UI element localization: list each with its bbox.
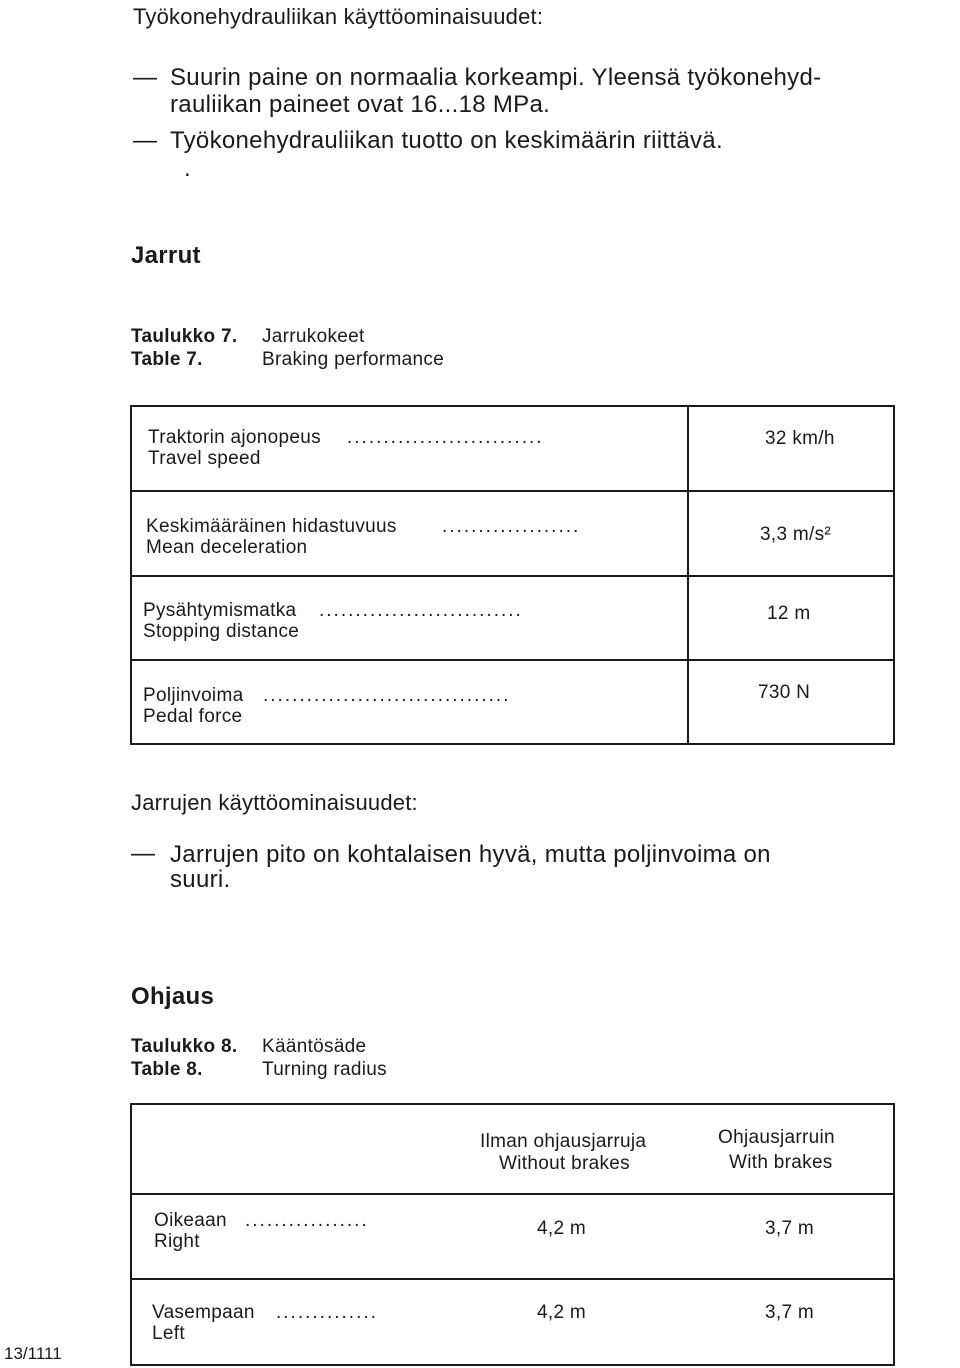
table-row-label-fi: Vasempaan [152,1302,255,1323]
caption-fi-label: Taulukko 7. [131,326,238,347]
section-title-brakes: Jarrut [131,242,201,269]
section-title-steering: Ohjaus [131,983,215,1010]
table-row-label-en: Mean deceleration [146,537,308,558]
bullet-text: rauliikan paineet ovat 16...18 MPa. [170,91,551,118]
leader-dots: ............................ [319,600,523,621]
bullet-text: suuri. [170,866,231,893]
table-border [893,1103,895,1366]
table-cell-value: 4,2 m [537,1218,587,1239]
table-row-label-fi: Pysähtymismatka [143,600,297,621]
bullet-text: Työkonehydrauliikan tuotto on keskimäärin riittävä. [170,127,723,154]
leader-dots: ................... [442,516,581,537]
caption-fi-text: Kääntösäde [262,1036,367,1057]
table-border [130,743,895,745]
table-row-label-en: Stopping distance [143,621,300,642]
leader-dots: .................................. [263,685,511,706]
caption-fi-text: Jarrukokeet [262,326,365,347]
table-row-value: 730 N [758,682,811,703]
bullet-text: Jarrujen pito on kohtalaisen hyvä, mutta poljinvoima on [170,841,771,868]
table-row-label-fi: Oikeaan [154,1210,227,1231]
table-cell-value: 3,7 m [765,1302,815,1323]
table-row-value: 32 km/h [765,428,835,449]
bullet-dash: — [131,840,156,867]
table-cell-value: 4,2 m [537,1302,587,1323]
column-header-fi: Ohjausjarruin [718,1127,835,1148]
table-divider [130,659,895,661]
table-border [130,405,895,407]
table-border [130,1364,895,1366]
caption-en-label: Table 7. [131,349,203,370]
column-header-en: Without brakes [499,1153,630,1174]
bullet-dash: — [133,127,158,154]
column-header-en: With brakes [729,1152,833,1173]
table-row-label-en: Left [152,1323,185,1344]
leader-dots: .............. [276,1302,378,1323]
table-border [893,405,895,745]
bullet-text: Suurin paine on normaalia korkeampi. Yleensä työkonehyd- [170,64,822,91]
stray-dot: . [184,155,191,182]
table-divider [130,575,895,577]
leader-dots: ................. [245,1210,369,1231]
caption-en-text: Turning radius [262,1059,387,1080]
page-number: 13/1111 [4,1344,62,1363]
table-row-value: 12 m [767,603,811,624]
table-border [130,1103,895,1105]
table-row-label-fi: Keskimääräinen hidastuvuus [146,516,397,537]
caption-en-label: Table 8. [131,1059,203,1080]
table-divider [687,405,689,745]
table-row-label-en: Pedal force [143,706,243,727]
table-row-label-fi: Poljinvoima [143,685,244,706]
table-divider [130,1193,895,1195]
table-row-label-en: Right [154,1231,200,1252]
table-border [130,405,132,745]
table-cell-value: 3,7 m [765,1218,815,1239]
column-header-fi: Ilman ohjausjarruja [480,1131,647,1152]
table-row-label-en: Travel speed [148,448,261,469]
intro-heading: Työkonehydrauliikan käyttöominaisuudet: [133,4,544,29]
table-divider [130,1278,895,1280]
caption-en-text: Braking performance [262,349,445,370]
leader-dots: ........................... [347,427,544,448]
table-divider [130,490,895,492]
bullet-dash: — [133,64,158,91]
brakes-properties-heading: Jarrujen käyttöominaisuudet: [131,790,418,815]
caption-fi-label: Taulukko 8. [131,1036,238,1057]
table-row-value: 3,3 m/s² [760,524,832,545]
table-border [130,1103,132,1366]
table-row-label-fi: Traktorin ajonopeus [148,427,321,448]
